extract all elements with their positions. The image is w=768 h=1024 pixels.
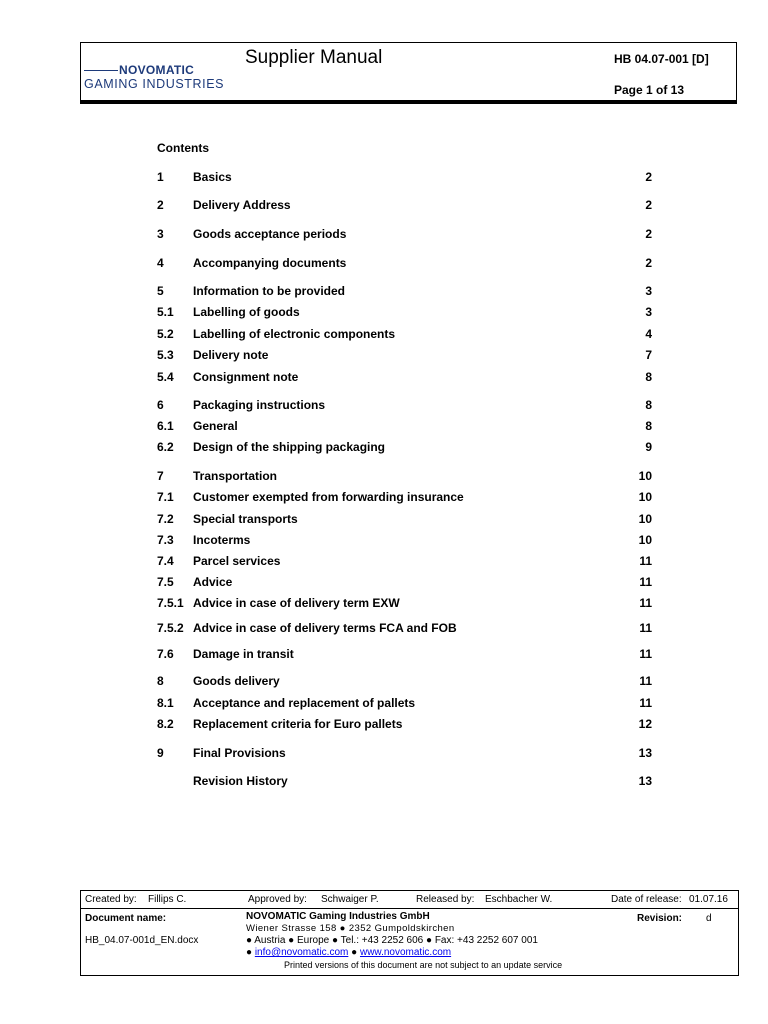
- toc-entry-title: Basics: [193, 170, 232, 184]
- toc-entry-title: Incoterms: [193, 533, 251, 547]
- toc-entry-page: 10: [638, 490, 652, 504]
- toc-entry-number: 8: [157, 674, 164, 688]
- toc-entry-title: Advice in case of delivery terms FCA and FOB: [193, 621, 457, 635]
- toc-entry-page: 8: [645, 370, 652, 384]
- toc-entry-title: Revision History: [193, 774, 288, 788]
- toc-entry-page: 4: [645, 327, 652, 341]
- toc-entry[interactable]: [157, 440, 652, 456]
- toc-entry-title: Final Provisions: [193, 746, 286, 760]
- revision-value: d: [706, 913, 712, 924]
- created-by-label: Created by:: [85, 894, 137, 905]
- toc-entry-title: Goods acceptance periods: [193, 227, 347, 241]
- toc-entry[interactable]: [157, 674, 652, 690]
- toc-entry-page: 10: [638, 512, 652, 526]
- toc-entry-title: Labelling of goods: [193, 305, 300, 319]
- toc-entry-title: Advice in case of delivery term EXW: [193, 596, 400, 610]
- toc-entry-number: 7.6: [157, 647, 174, 661]
- document-footer: [80, 890, 739, 976]
- company-contact: ● Austria ● Europe ● Tel.: +43 2252 606 ● Fax: +43 2252 607 001: [246, 935, 538, 946]
- company-address: Wiener Strasse 158 ● 2352 Gumpoldskirchen: [246, 923, 455, 934]
- document-header: [80, 42, 737, 104]
- toc-entry-title: Customer exempted from forwarding insurance: [193, 490, 464, 504]
- revision-label: Revision:: [637, 913, 683, 924]
- logo-rule: [84, 70, 118, 71]
- toc-entry[interactable]: [157, 774, 652, 790]
- toc-entry[interactable]: [157, 490, 652, 506]
- toc-entry-number: 7: [157, 469, 164, 483]
- novomatic-logo: [84, 63, 234, 91]
- toc-entry-page: 11: [639, 647, 652, 661]
- toc-entry-page: 2: [645, 256, 652, 270]
- approved-by-value: Schwaiger P.: [321, 894, 379, 905]
- toc-entry-title: Special transports: [193, 512, 298, 526]
- toc-entry[interactable]: [157, 305, 652, 321]
- release-date-value: 01.07.16: [689, 894, 728, 905]
- toc-entry[interactable]: [157, 198, 652, 214]
- toc-entry-number: 7.5.1: [157, 596, 184, 610]
- toc-entry-number: 7.4: [157, 554, 174, 568]
- toc-entry[interactable]: [157, 469, 652, 485]
- toc-entry-page: 10: [638, 469, 652, 483]
- toc-entry-page: 2: [645, 227, 652, 241]
- logo-brand: NOVOMATIC: [119, 63, 195, 77]
- toc-entry-page: 11: [639, 674, 652, 688]
- toc-entry-page: 11: [639, 621, 652, 635]
- toc-entry-title: Delivery Address: [193, 198, 291, 212]
- toc-entry[interactable]: [157, 284, 652, 300]
- toc-entry-title: Replacement criteria for Euro pallets: [193, 717, 403, 731]
- toc-entry[interactable]: [157, 348, 652, 364]
- toc-entry-number: 4: [157, 256, 164, 270]
- footer-approval-row: [81, 891, 738, 909]
- email-link[interactable]: info@novomatic.com: [254, 947, 349, 958]
- toc-entry-page: 13: [638, 774, 652, 788]
- toc-entry-page: 2: [645, 170, 652, 184]
- document-name-label: Document name:: [85, 913, 167, 924]
- company-links: [246, 947, 451, 958]
- toc-entry-page: 11: [639, 696, 652, 710]
- toc-entry[interactable]: [157, 512, 652, 528]
- toc-entry-title: Labelling of electronic components: [193, 327, 396, 341]
- toc-entry[interactable]: [157, 419, 652, 435]
- toc-entry[interactable]: [157, 554, 652, 570]
- toc-entry-page: 8: [645, 419, 652, 433]
- website-link[interactable]: www.novomatic.com: [359, 947, 452, 958]
- toc-entry-number: 7.5.2: [157, 621, 184, 635]
- toc-entry[interactable]: [157, 370, 652, 386]
- toc-entry-number: 7.5: [157, 575, 174, 589]
- toc-entry-page: 2: [645, 198, 652, 212]
- release-date-label: Date of release:: [611, 894, 682, 905]
- toc-entry-number: 6.2: [157, 440, 174, 454]
- page-number: Page 1 of 13: [614, 83, 685, 97]
- toc-entry-page: 9: [645, 440, 652, 454]
- toc-entry[interactable]: [157, 398, 652, 414]
- toc-entry[interactable]: [157, 746, 652, 762]
- toc-entry[interactable]: [157, 621, 652, 637]
- toc-entry-title: Delivery note: [193, 348, 269, 362]
- toc-entry-title: Damage in transit: [193, 647, 294, 661]
- toc-entry[interactable]: [157, 256, 652, 272]
- toc-entry-page: 8: [645, 398, 652, 412]
- document-name-value: HB_04.07-001d_EN.docx: [85, 935, 199, 946]
- toc-entry-number: 5: [157, 284, 164, 298]
- toc-entry-number: 2: [157, 198, 164, 212]
- toc-entry[interactable]: [157, 717, 652, 733]
- toc-entry-page: 11: [639, 554, 652, 568]
- toc-entry-page: 10: [638, 533, 652, 547]
- released-by-label: Released by:: [416, 894, 475, 905]
- toc-entry-title: Accompanying documents: [193, 256, 347, 270]
- toc-entry-title: Parcel services: [193, 554, 281, 568]
- logo-subtitle: GAMING INDUSTRIES: [84, 77, 225, 91]
- toc-entry[interactable]: [157, 533, 652, 549]
- toc-entry-number: 7.3: [157, 533, 174, 547]
- toc-entry-title: Acceptance and replacement of pallets: [193, 696, 416, 710]
- toc-entry-number: 8.2: [157, 717, 174, 731]
- toc-entry-number: 3: [157, 227, 164, 241]
- toc-entry-number: 6: [157, 398, 164, 412]
- toc-entry-number: 5.4: [157, 370, 174, 384]
- toc-entry-number: 1: [157, 170, 164, 184]
- toc-entry-page: 3: [645, 305, 652, 319]
- toc-entry-number: 9: [157, 746, 164, 760]
- released-by-value: Eschbacher W.: [485, 894, 553, 905]
- document-title: Supplier Manual: [245, 47, 383, 68]
- toc-entry-page: 3: [645, 284, 652, 298]
- toc-entry[interactable]: [157, 596, 652, 612]
- toc-entry-number: 5.1: [157, 305, 174, 319]
- toc-entry-title: Packaging instructions: [193, 398, 326, 412]
- created-by-value: Fillips C.: [148, 894, 187, 905]
- toc-entry[interactable]: [157, 227, 652, 243]
- toc-entry[interactable]: [157, 327, 652, 343]
- bullet: ●: [246, 947, 255, 958]
- toc-entry-title: Transportation: [193, 469, 278, 483]
- toc-entry-title: General: [193, 419, 238, 433]
- toc-entry-number: 8.1: [157, 696, 174, 710]
- toc-entry-number: 5.2: [157, 327, 174, 341]
- toc-entry-title: Advice: [193, 575, 233, 589]
- toc-entry-page: 11: [639, 575, 652, 589]
- toc-entry-title: Information to be provided: [193, 284, 345, 298]
- toc-entry-number: 6.1: [157, 419, 174, 433]
- toc-entry[interactable]: [157, 696, 652, 712]
- toc-entry-number: 7.1: [157, 490, 174, 504]
- toc-entry[interactable]: [157, 575, 652, 591]
- toc-entry[interactable]: [157, 170, 652, 186]
- document-code: HB 04.07-001 [D]: [614, 52, 709, 66]
- toc-entry-number: 5.3: [157, 348, 174, 362]
- toc-entry-page: 11: [639, 596, 652, 610]
- toc-entry-title: Goods delivery: [193, 674, 280, 688]
- company-name: NOVOMATIC Gaming Industries GmbH: [246, 911, 430, 922]
- toc-entry-number: 7.2: [157, 512, 174, 526]
- toc-entry-title: Design of the shipping packaging: [193, 440, 386, 454]
- toc-entry-page: 13: [638, 746, 652, 760]
- bullet: ●: [348, 947, 360, 958]
- approved-by-label: Approved by:: [248, 894, 307, 905]
- toc-entry[interactable]: [157, 647, 652, 663]
- toc-entry-page: 7: [645, 348, 652, 362]
- toc-heading: Contents: [157, 141, 209, 155]
- print-disclaimer: Printed versions of this document are not subject to an update service: [284, 960, 563, 970]
- toc-entry-title: Consignment note: [193, 370, 299, 384]
- toc-entry-page: 12: [638, 717, 652, 731]
